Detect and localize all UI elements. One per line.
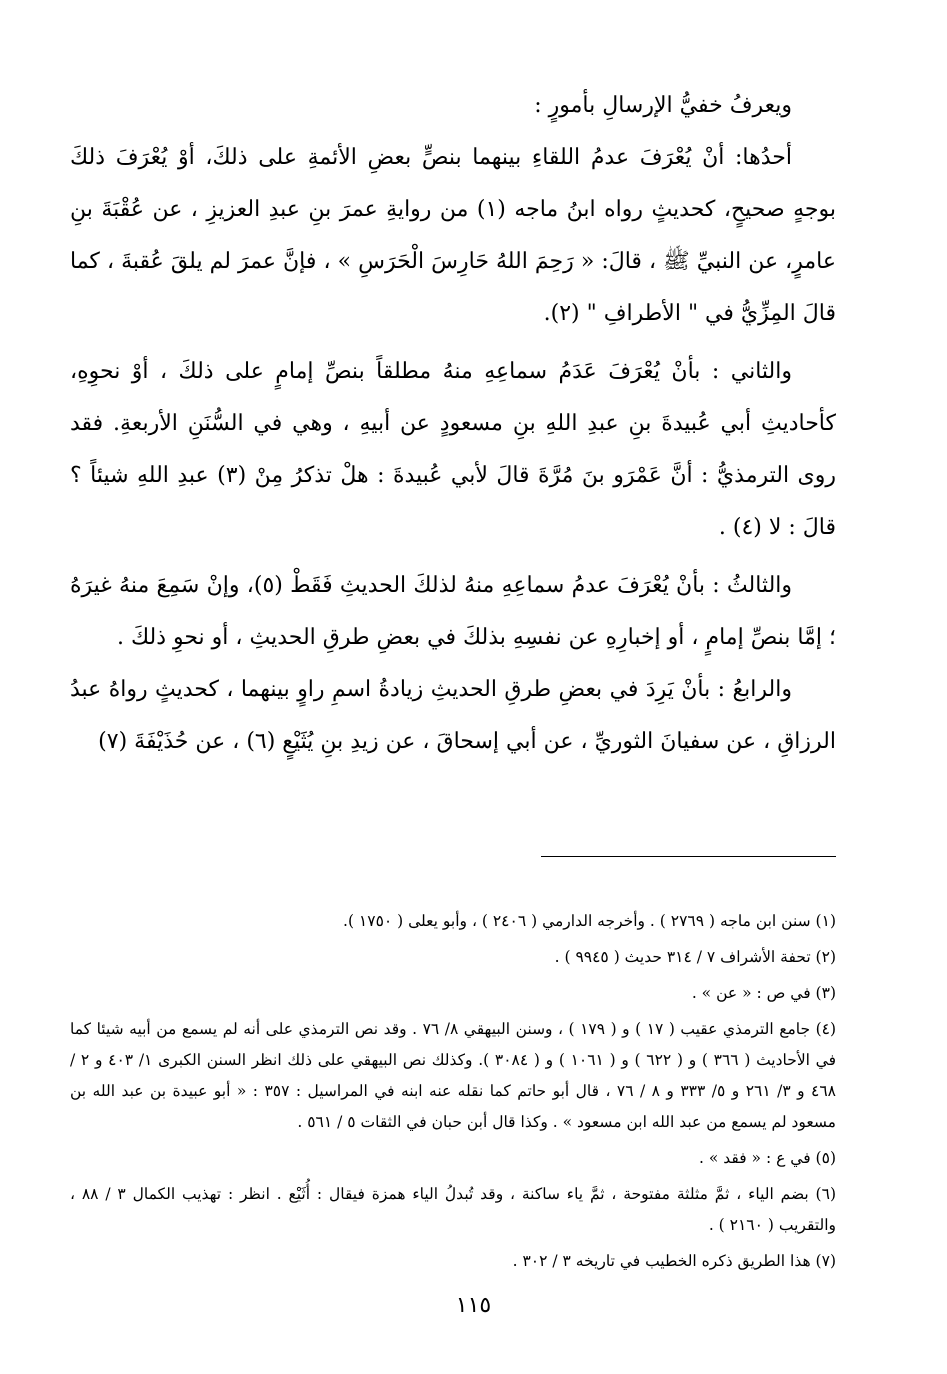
paragraph-second: والثاني : بأنْ يُعْرَفَ عَدَمُ سماعِهِ منهُ مطلقاً بنصِّ إمامٍ على ذلكَ ، أوْ نحوِهِ، كأحاديثِ أبي عُبيدةَ بنِ عبدِ اللهِ بنِ مسعودٍ عن أبيهِ ، وهي في السُّنَنِ الأربعةِ. فقد روى الترمذيُّ : أنَّ عَمْرَو بنَ مُرَّةَ قالَ لأبي عُبيدةَ : هلْ تذكرُ مِنْ (٣) عبدِ اللهِ شيئاً ؟ قالَ : لا (٤) . <box>70 359 836 540</box>
footnote-6: (٦) بضم الياء ، ثمَّ مثلثة مفتوحة ، ثمَّ ياء ساكنة ، وقد تُبدلُ الياء همزة فيقال : أُثَيْع . انظر : تهذيب الكمال ٣ / ٨٨ ، والتقريب ( ٢١٦٠ ) . <box>70 1185 836 1234</box>
footnote-2: (٢) تحفة الأشراف ٧ / ٣١٤ حديث ( ٩٩٤٥ ) . <box>554 948 836 966</box>
footnote-3: (٣) في ص : « عن » . <box>691 984 836 1002</box>
main-text <box>70 80 836 768</box>
footnote-4: (٤) جامع الترمذي عقيب ( ١٧ ) و ( ١٧٩ ) ، وسنن البيهقي ٨/ ٧٦ . وقد نص الترمذي على أنه لم يسمع من أبيه شيئا كما في الأحاديث ( ٣٦٦ ) و ( ٦٢٢ ) و ( ١٠٦١ ) و ( ٣٠٨٤ ). وكذلك نص البيهقي على ذلك انظر السنن الكبرى ١/ ٤٠٣ و ٢ / ٤٦٨ و ٣/ ٢٦١ و ٥/ ٣٣٣ و ٨ / ٧٦ ، قال أبو حاتم كما نقله عنه ابنه في المراسيل : ٣٥٧ : « أبو عبيدة بن عبد الله بن مسعود لم يسمع من عبد الله ابن مسعود » . وكذا قال أبن حبان في الثقات ٥ / ٥٦١ . <box>70 1020 837 1131</box>
page-number: ١١٥ <box>455 1293 492 1318</box>
paragraph-third: والثالثُ : بأنْ يُعْرَفَ عدمُ سماعِهِ منهُ لذلكَ الحديثِ فَقَطْ (٥)، وإنْ سَمِعَ منهُ غيرَهُ ؛ إمَّا بنصِّ إمامٍ ، أو إخبارِهِ عن نفسِهِ بذلكَ في بعضِ طرقِ الحديثِ ، أو نحوِ ذلكَ . <box>70 573 836 650</box>
paragraph-first: أحدُها: أنْ يُعْرَفَ عدمُ اللقاءِ بينهما بنصٍّ بعضِ الأئمةِ على ذلكَ، أوْ يُعْرَفَ ذلكَ بوجهٍ صحيحٍ، كحديثٍ رواه ابنُ ماجه (١) من روايةِ عمرَ بنِ عبدِ العزيزِ ، عن عُقْبَةَ بنِ عامرٍ، عن النبيِّ ﷺ ، قالَ: « رَحِمَ اللهُ حَارِسَ الْحَرَسِ » ، فإنَّ عمرَ لم يلقَ عُقبةَ ، كما قالَ المِزِّيُّ في " الأطرافِ " (٢). <box>70 145 837 326</box>
footnotes <box>70 906 836 1282</box>
footnote-5: (٥) في ع : « فقد » . <box>698 1149 836 1167</box>
footnote-7: (٧) هذا الطريق ذكره الخطيب في تاريخه ٣ / ٣٠٢ . <box>512 1252 836 1270</box>
page <box>70 80 837 1270</box>
footnote-1: (١) سنن ابن ماجه ( ٢٧٦٩ ) . وأخرجه الدارمي ( ٢٤٠٦ ) ، وأبو يعلى ( ١٧٥٠ ). <box>343 912 836 930</box>
footnote-separator <box>541 856 836 857</box>
intro-line: ويعرفُ خفيُّ الإرسالِ بأمورٍ : <box>534 93 792 118</box>
paragraph-fourth: والرابعُ : بأنْ يَرِدَ في بعضِ طرقِ الحديثِ زيادةُ اسمِ راوٍ بينهما ، كحديثٍ رواهُ عبدُ الرزاقِ ، عن سفيانَ الثوريِّ ، عن أبي إسحاقَ ، عن زيدِ بنِ يُثَيْعٍ (٦) ، عن حُذَيْفَةَ (٧) <box>70 677 836 754</box>
